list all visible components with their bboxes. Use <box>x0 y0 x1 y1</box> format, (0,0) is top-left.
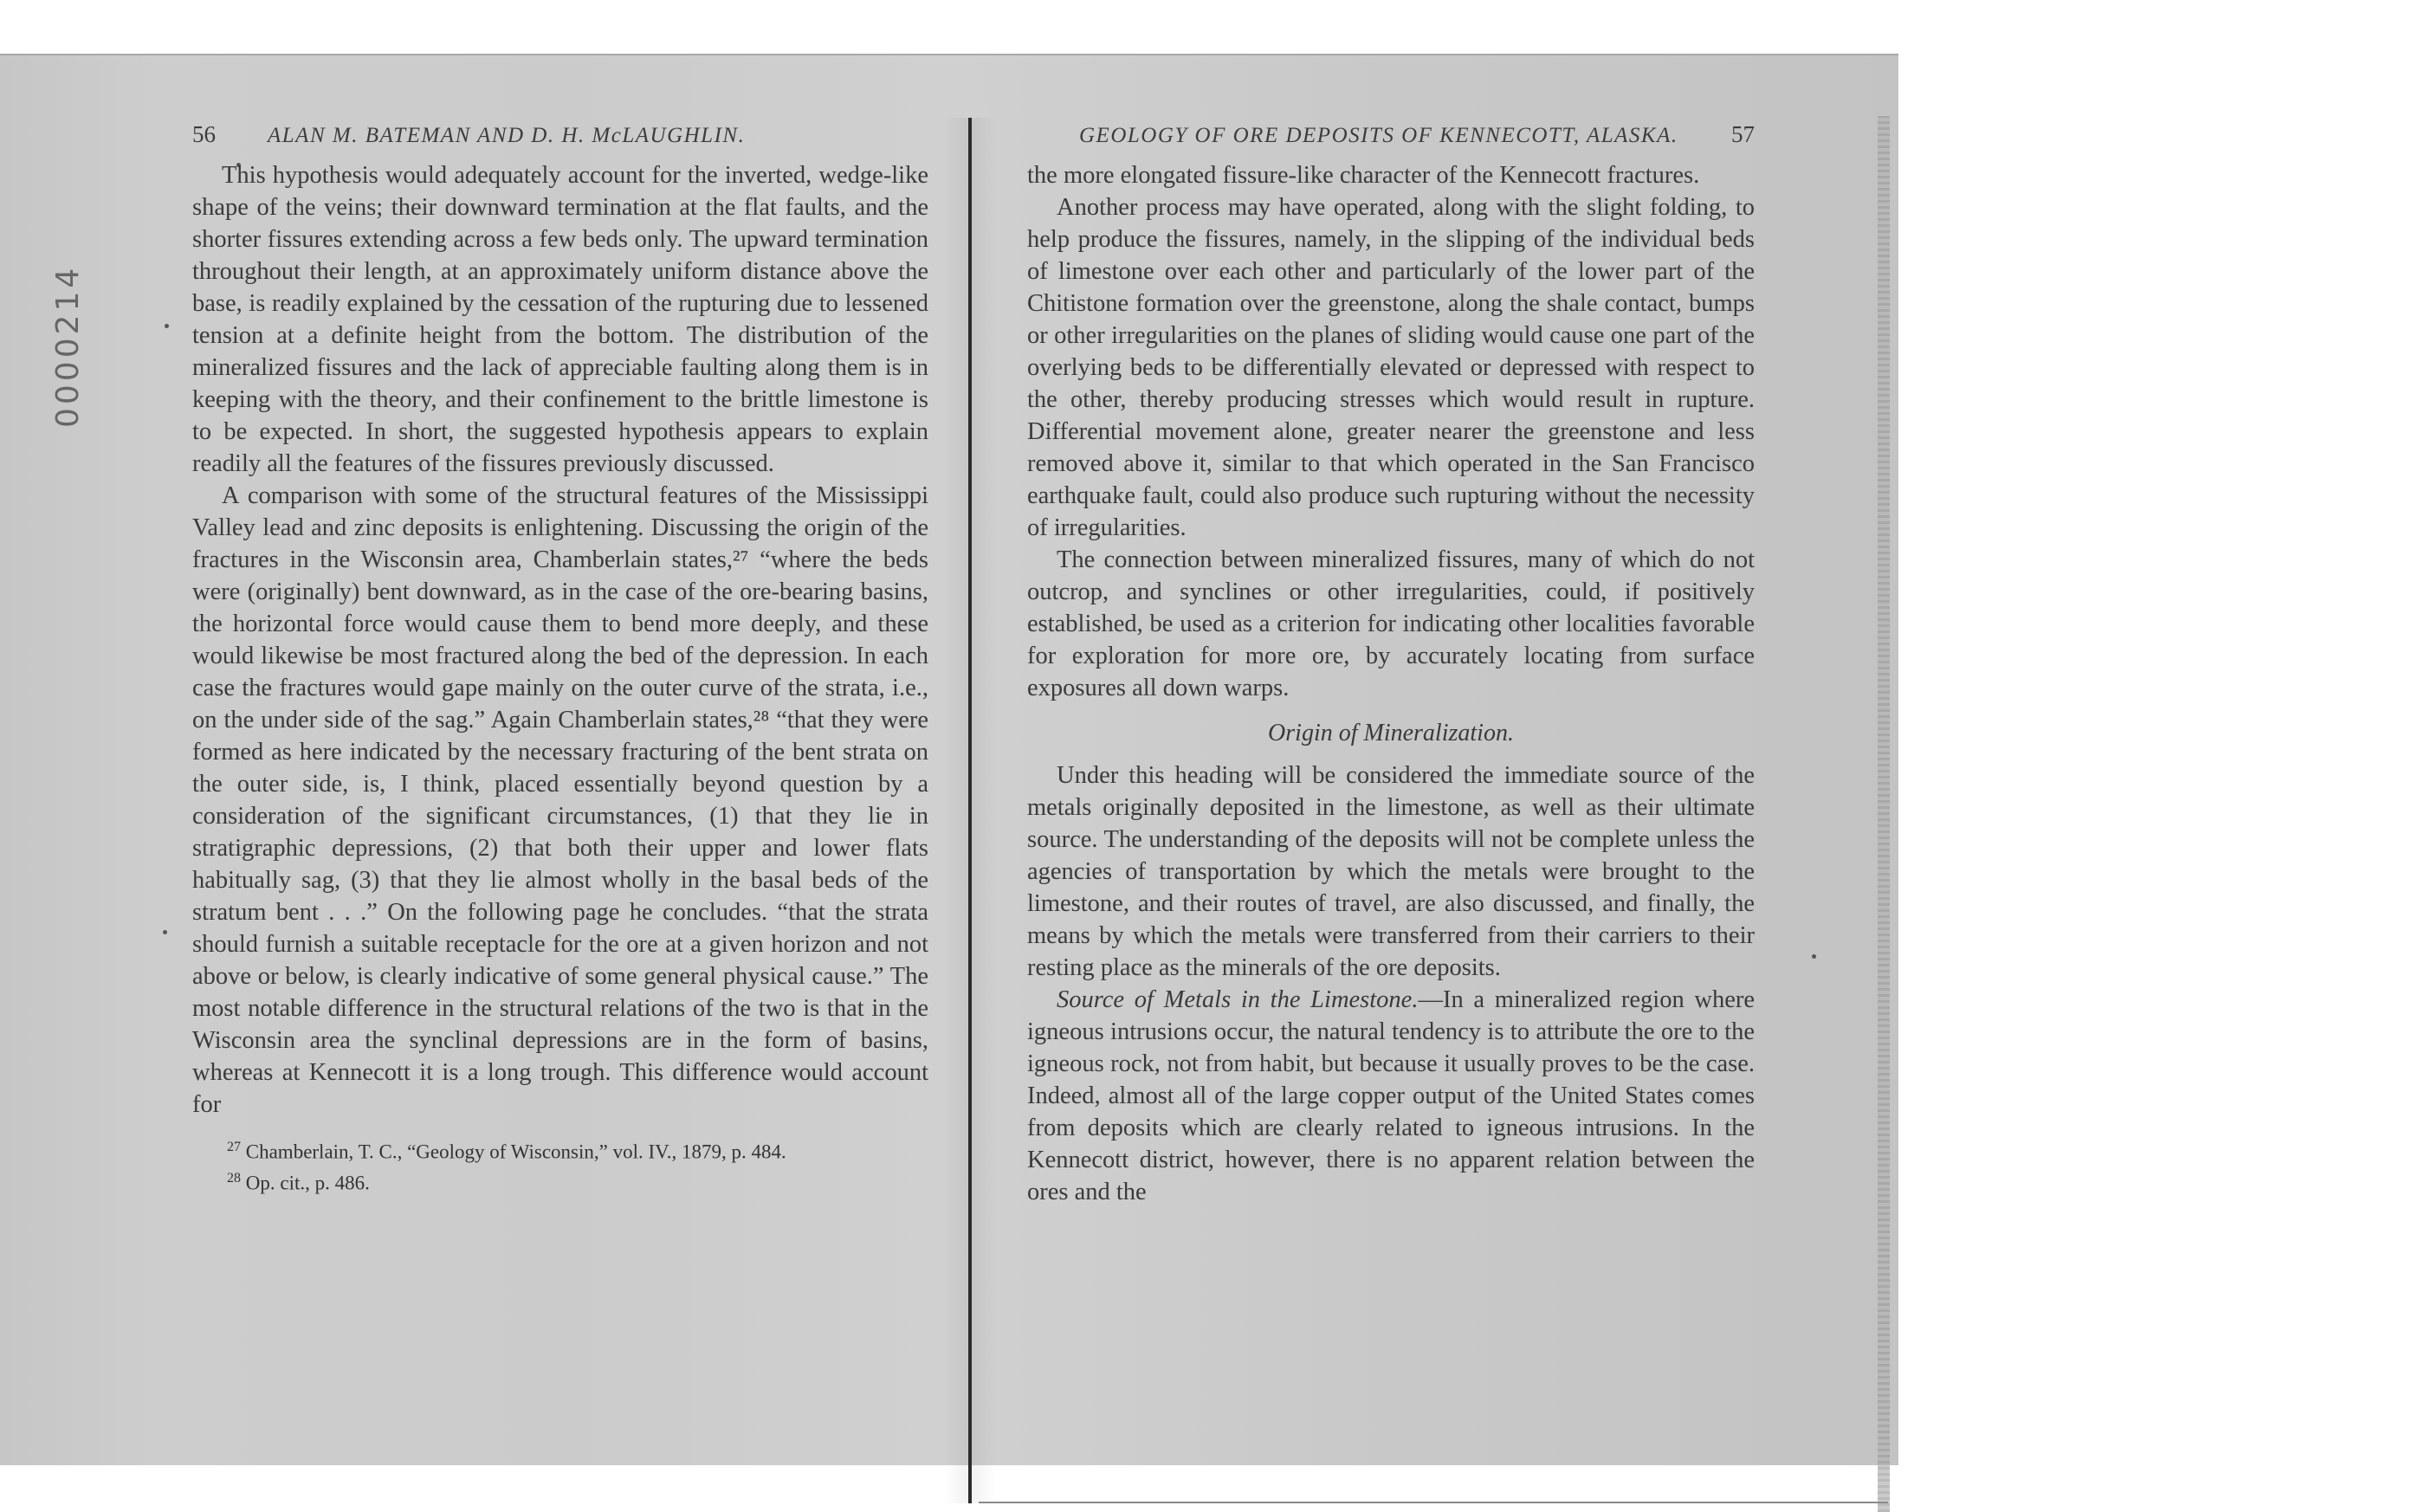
paragraph: Under this heading will be considered the immediate source of the metals originally deposited in the limestone, as well as their ultimate source. The understanding of the deposits will not be complete unless the agencies of transportation by which the metals were brought to the limestone, and their routes of travel, are also discussed, and finally, the means by which the metals were transferred from their carriers to their resting place as the minerals of the ore deposits. <box>1027 762 1755 981</box>
paragraph: This hypothesis would adequately account for the inverted, wedge-like shape of the veins; their downward termination at the flat faults, and the shorter fissures extending across a few beds only. The upward termination throughout their length, at an approximately uniform distance above the base, is readily explained by the cessation of the rupturing due to lessened tension at a definite height from the bottom. The distribution of the mineralized fissures and the lack of appreciable faulting along them is in keeping with the theory, and their confinement to the brittle limestone is to be expected. In short, the suggested hypothesis appears to explain readily all the features of the fissures previously discussed. <box>192 162 928 477</box>
right-page-header <box>1027 121 1755 159</box>
right-running-head: GEOLOGY OF ORE DEPOSITS OF KENNECOTT, ALASKA. <box>1079 124 1678 147</box>
left-page <box>192 121 928 1196</box>
book-gutter-line <box>968 118 972 1503</box>
speck <box>165 324 169 328</box>
footnote-text: Op. cit., p. 486. <box>245 1172 370 1194</box>
footnote-mark: 27 <box>227 1140 241 1154</box>
paragraph: Another process may have operated, along with the slight folding, to help produce the fissures, namely, in the slipping of the individual beds of limestone over each other and particularly of the lower part of the Chitistone formation over the greenstone, along the shale contact, bumps or other irregularities on the planes of sliding would cause one part of the overlying beds to be differentially elevated or depressed with respect to the other, thereby producing stresses which would result in rupture. Differential movement alone, greater nearer the greenstone and less removed above it, similar to that which operated in the San Francisco earthquake fault, could also produce such rupturing without the necessity of irregularities. <box>1027 194 1755 541</box>
left-page-header <box>192 121 928 159</box>
paragraph: A comparison with some of the structural features of the Mississippi Valley lead and zinc deposits is enlightening. Discussing the origin of the fractures in the Wisconsin area, Chamberlain states,²⁷ “where the beds were (originally) bent downward, as in the case of the ore-bearing basins, the horizontal force would cause them to bend more deeply, and these would likewise be most fractured along the bed of the depression. In each case the fractures would gape mainly on the outer curve of the strata, i.e., on the under side of the sag.” Again Chamberlain states,²⁸ “that they were formed as here indicated by the necessary fracturing of the bent strata on the outer side, is, I think, placed essentially beyond question by a consideration of the significant circumstances, (1) that they lie in stratigraphic depressions, (2) that both their upper and lower flats habitually sag, (3) that they lie almost wholly in the basal beds of the stratum bent . . .” On the following page he concludes. “that the strata should furnish a suitable receptacle for the ore at a given horizon and not above or below, is clearly indicative of some general physical cause.” The most notable difference in the structural relations of the two is that in the Wisconsin area the synclinal depressions are in the form of basins, whereas at Kennecott it is a long trough. This difference would account for <box>192 482 928 1118</box>
right-page <box>1027 121 1755 1208</box>
footnote-mark: 28 <box>227 1170 241 1186</box>
footnote <box>192 1134 928 1166</box>
paragraph: The connection between mineralized fissures, many of which do not outcrop, and synclines or other irregularities, could, if positively established, be used as a criterion for indicating other localities favorable for exploration for more ore, by accurately locating from surface exposures all down warps. <box>1027 546 1755 701</box>
footnote <box>192 1166 928 1197</box>
footnote-text: Chamberlain, T. C., “Geology of Wisconsin,” vol. IV., 1879, p. 484. <box>245 1140 786 1163</box>
left-page-body <box>192 159 928 1121</box>
left-page-number: 56 <box>192 121 216 147</box>
speck <box>163 930 167 934</box>
run-in-heading: Source of Metals in the Limestone. <box>1057 986 1419 1013</box>
section-heading: Origin of Mineralization. <box>1268 720 1514 746</box>
archive-stamp-number: 0000214 <box>50 264 86 429</box>
page-stack-edge <box>1878 116 1890 1512</box>
run-in-text: —In a mineralized region where igneous intrusions occur, the natural tendency is to attribute the ore to the igneous rock, not from habit, but because it usually proves to be the case. Indeed, almost all of the large copper output of the United States comes from deposits which are clearly related to igneous intrusions. In the Kennecott district, however, there is no apparent relation between the ores and the <box>1027 986 1755 1205</box>
footnotes <box>192 1134 928 1196</box>
left-running-head: ALAN M. BATEMAN AND D. H. McLAUGHLIN. <box>268 124 746 147</box>
speck <box>1812 954 1816 959</box>
paragraph <box>1027 984 1755 1208</box>
right-page-body <box>1027 159 1755 1208</box>
right-page-number: 57 <box>1731 121 1755 147</box>
paragraph: the more elongated fissure-like character of the Kennecott fractures. <box>1027 162 1700 189</box>
page-bottom-edge <box>979 1502 1888 1503</box>
